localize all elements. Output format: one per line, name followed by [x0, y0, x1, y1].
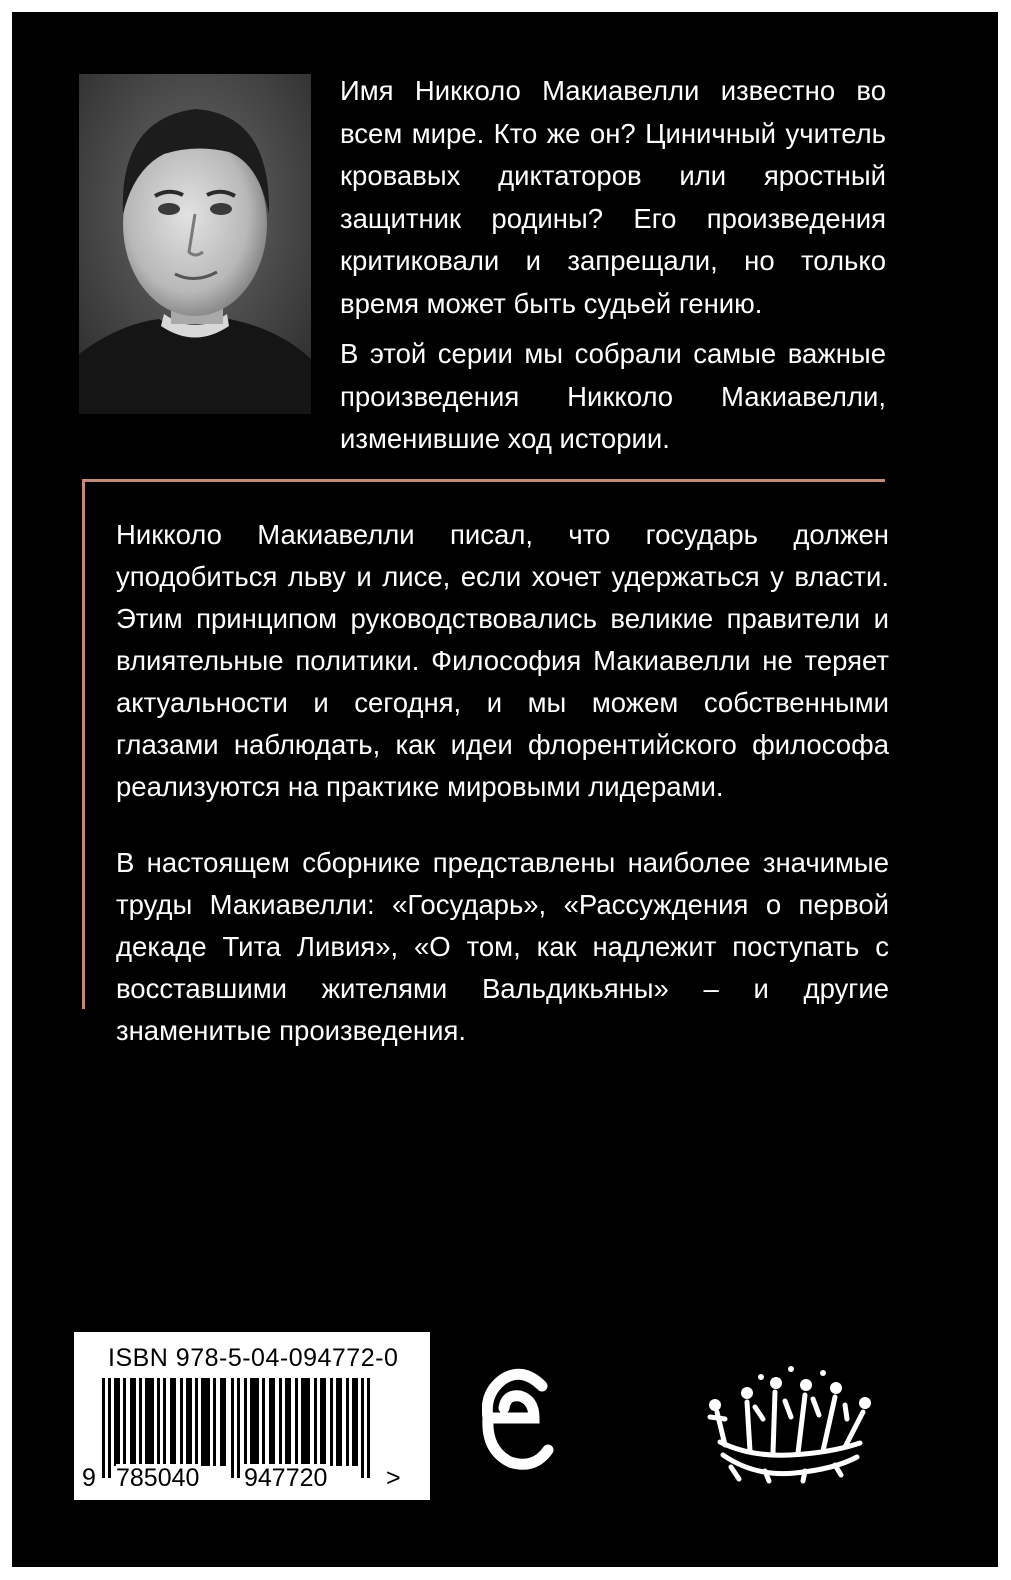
barcode-panel: [74, 1332, 430, 1500]
description-paragraph-1: Никколо Макиавелли писал, что государь должен уподобиться льву и лисе, если хочет удержаться у власти. Этим принципом руководствовались великие правители и влиятельные политики. Философия Макиавелли не теряет актуальности и сегодня, и мы можем собственными глазами наблюдать, как идеи флорентийского философа реализуются на практике мировыми лидерами.: [116, 519, 889, 802]
accent-line-vertical: [82, 479, 85, 1009]
back-cover: [12, 12, 998, 1567]
isbn-label: ISBN 978-5-04-094772-0: [108, 1344, 399, 1372]
intro-paragraph-2: В этой серии мы собрали самые важные произведения Никколо Макиавелли, изменившие ход истории.: [340, 338, 886, 454]
intro-paragraph-1: Имя Никколо Макиавелли известно во всем мире. Кто же он? Циничный учитель кровавых диктаторов или яростный защитник родины? Его произведения критиковали и запрещали, но только время может быть судьей гению.: [340, 75, 886, 319]
accent-line-horizontal: [82, 479, 885, 482]
barcode-digit-first: 9: [82, 1464, 96, 1492]
barcode-digits-group-1: 785040: [116, 1464, 200, 1492]
barcode-digits-group-2: 947720: [244, 1464, 328, 1492]
description-paragraph-2: В настоящем сборнике представлены наиболее значимые труды Макиавелли: «Государь», «Рассуждения о первой декаде Тита Ливия», «О том, как надлежит поступать с восставшими жителями Вальдикьяны» – и другие знаменитые произведения.: [116, 847, 889, 1046]
intro-text: [340, 70, 886, 469]
eksmo-e-logo-icon: [482, 1358, 554, 1478]
barcode-bars: [100, 1378, 390, 1478]
barcode-arrow: >: [386, 1464, 401, 1492]
description-text: [116, 514, 889, 1086]
author-portrait: [79, 74, 311, 414]
crown-logo-icon: [695, 1357, 880, 1487]
